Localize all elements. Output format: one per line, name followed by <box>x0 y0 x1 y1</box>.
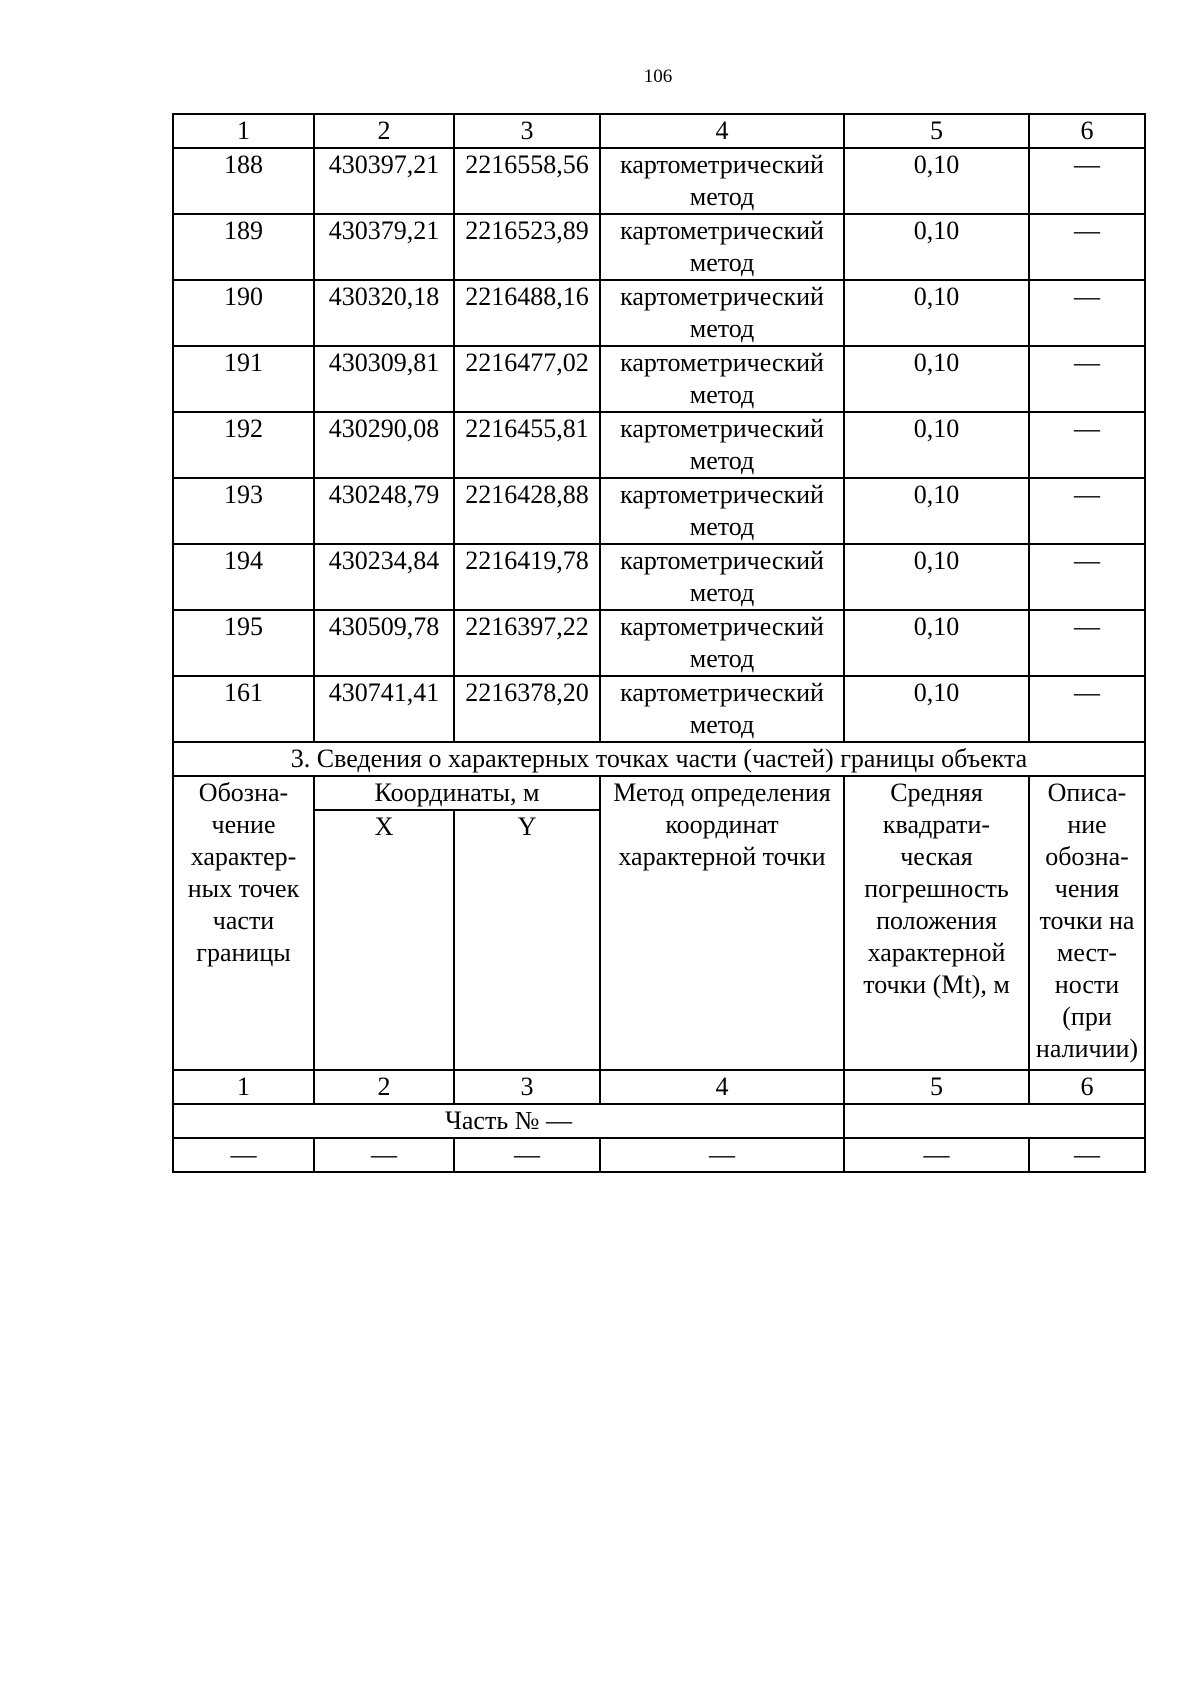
method-line: картометрический <box>620 612 824 641</box>
column-number: 2 <box>314 114 454 148</box>
x-coordinate: 430741,41 <box>314 676 454 742</box>
section-3-title-row <box>173 742 1145 776</box>
empty-cell: — <box>1029 1138 1145 1172</box>
method <box>600 346 844 412</box>
table-row <box>173 214 1145 280</box>
mean-error: 0,10 <box>844 280 1029 346</box>
method-line: картометрический <box>620 348 824 377</box>
description: — <box>1029 346 1145 412</box>
empty-cell: — <box>844 1138 1029 1172</box>
method <box>600 412 844 478</box>
method <box>600 478 844 544</box>
part-row <box>173 1104 1145 1138</box>
method-line: картометрический <box>620 678 824 707</box>
point-id: 192 <box>173 412 314 478</box>
description: — <box>1029 148 1145 214</box>
error-header: Средняя квадрати- ческая погрешность положения характерной точки (Mt), м <box>844 776 1029 1070</box>
method-line: картометрический <box>620 480 824 509</box>
method-line: метод <box>689 446 755 475</box>
table-row <box>173 280 1145 346</box>
section-3-column-number-row <box>173 1070 1145 1104</box>
mean-error: 0,10 <box>844 478 1029 544</box>
method-line: метод <box>689 182 755 211</box>
description-header: Описа- ние обозна- чения точки на мест- ности (при наличии) <box>1029 776 1145 1070</box>
table-row <box>173 610 1145 676</box>
column-number: 5 <box>844 114 1029 148</box>
x-coordinate: 430248,79 <box>314 478 454 544</box>
x-coordinate: 430309,81 <box>314 346 454 412</box>
point-id: 191 <box>173 346 314 412</box>
page-number: 106 <box>643 66 673 87</box>
x-coordinate: 430290,08 <box>314 412 454 478</box>
point-id: 189 <box>173 214 314 280</box>
x-coordinate: 430320,18 <box>314 280 454 346</box>
description: — <box>1029 412 1145 478</box>
column-number: 4 <box>600 1070 844 1104</box>
method-line: картометрический <box>620 282 824 311</box>
y-coordinate: 2216378,20 <box>454 676 600 742</box>
method <box>600 214 844 280</box>
method-line: метод <box>689 512 755 541</box>
empty-cell: — <box>600 1138 844 1172</box>
column-number: 5 <box>844 1070 1029 1104</box>
empty-cell: — <box>454 1138 600 1172</box>
section-3-title: 3. Сведения о характерных точках части (частей) границы объекта <box>173 742 1145 776</box>
method-line: метод <box>689 380 755 409</box>
point-id: 188 <box>173 148 314 214</box>
column-number: 1 <box>173 1070 314 1104</box>
point-id: 195 <box>173 610 314 676</box>
point-id: 194 <box>173 544 314 610</box>
part-label: Часть № — <box>173 1104 844 1138</box>
column-number: 6 <box>1029 114 1145 148</box>
table-row <box>173 478 1145 544</box>
method-line: метод <box>689 710 755 739</box>
boundary-points-table <box>172 113 1146 1173</box>
method-line: метод <box>689 578 755 607</box>
method <box>600 280 844 346</box>
x-coordinate: 430234,84 <box>314 544 454 610</box>
coordinates-header: Координаты, м <box>314 776 600 810</box>
method-line: картометрический <box>620 216 824 245</box>
description: — <box>1029 214 1145 280</box>
mean-error: 0,10 <box>844 346 1029 412</box>
y-coordinate: 2216488,16 <box>454 280 600 346</box>
column-number: 3 <box>454 114 600 148</box>
mean-error: 0,10 <box>844 412 1029 478</box>
section-3-header-row <box>173 776 1145 810</box>
mean-error: 0,10 <box>844 610 1029 676</box>
method <box>600 676 844 742</box>
designation-header: Обозна- чение характер- ных точек части границы <box>173 776 314 1070</box>
description: — <box>1029 280 1145 346</box>
part-extra <box>844 1104 1145 1138</box>
method <box>600 544 844 610</box>
method <box>600 610 844 676</box>
x-coordinate: 430509,78 <box>314 610 454 676</box>
empty-cell: — <box>314 1138 454 1172</box>
mean-error: 0,10 <box>844 676 1029 742</box>
table-row <box>173 544 1145 610</box>
method-line: метод <box>689 248 755 277</box>
table-row <box>173 412 1145 478</box>
x-coordinate: 430379,21 <box>314 214 454 280</box>
column-number-row <box>173 114 1145 148</box>
point-id: 193 <box>173 478 314 544</box>
column-number: 1 <box>173 114 314 148</box>
method <box>600 148 844 214</box>
method-line: метод <box>689 314 755 343</box>
method-line: картометрический <box>620 546 824 575</box>
y-coordinate: 2216428,88 <box>454 478 600 544</box>
column-number: 4 <box>600 114 844 148</box>
empty-cell: — <box>173 1138 314 1172</box>
point-id: 161 <box>173 676 314 742</box>
point-id: 190 <box>173 280 314 346</box>
y-coordinate: 2216477,02 <box>454 346 600 412</box>
y-coordinate: 2216455,81 <box>454 412 600 478</box>
y-header: Y <box>454 810 600 1070</box>
x-header: X <box>314 810 454 1070</box>
y-coordinate: 2216419,78 <box>454 544 600 610</box>
empty-part-row <box>173 1138 1145 1172</box>
method-header: Метод определения координат характерной точки <box>600 776 844 1070</box>
description: — <box>1029 610 1145 676</box>
x-coordinate: 430397,21 <box>314 148 454 214</box>
mean-error: 0,10 <box>844 544 1029 610</box>
description: — <box>1029 544 1145 610</box>
table-row <box>173 346 1145 412</box>
mean-error: 0,10 <box>844 148 1029 214</box>
mean-error: 0,10 <box>844 214 1029 280</box>
method-line: картометрический <box>620 414 824 443</box>
y-coordinate: 2216558,56 <box>454 148 600 214</box>
y-coordinate: 2216397,22 <box>454 610 600 676</box>
method-line: картометрический <box>620 150 824 179</box>
method-line: метод <box>689 644 755 673</box>
description: — <box>1029 676 1145 742</box>
column-number: 3 <box>454 1070 600 1104</box>
y-coordinate: 2216523,89 <box>454 214 600 280</box>
table-row <box>173 676 1145 742</box>
description: — <box>1029 478 1145 544</box>
column-number: 6 <box>1029 1070 1145 1104</box>
table-row <box>173 148 1145 214</box>
column-number: 2 <box>314 1070 454 1104</box>
